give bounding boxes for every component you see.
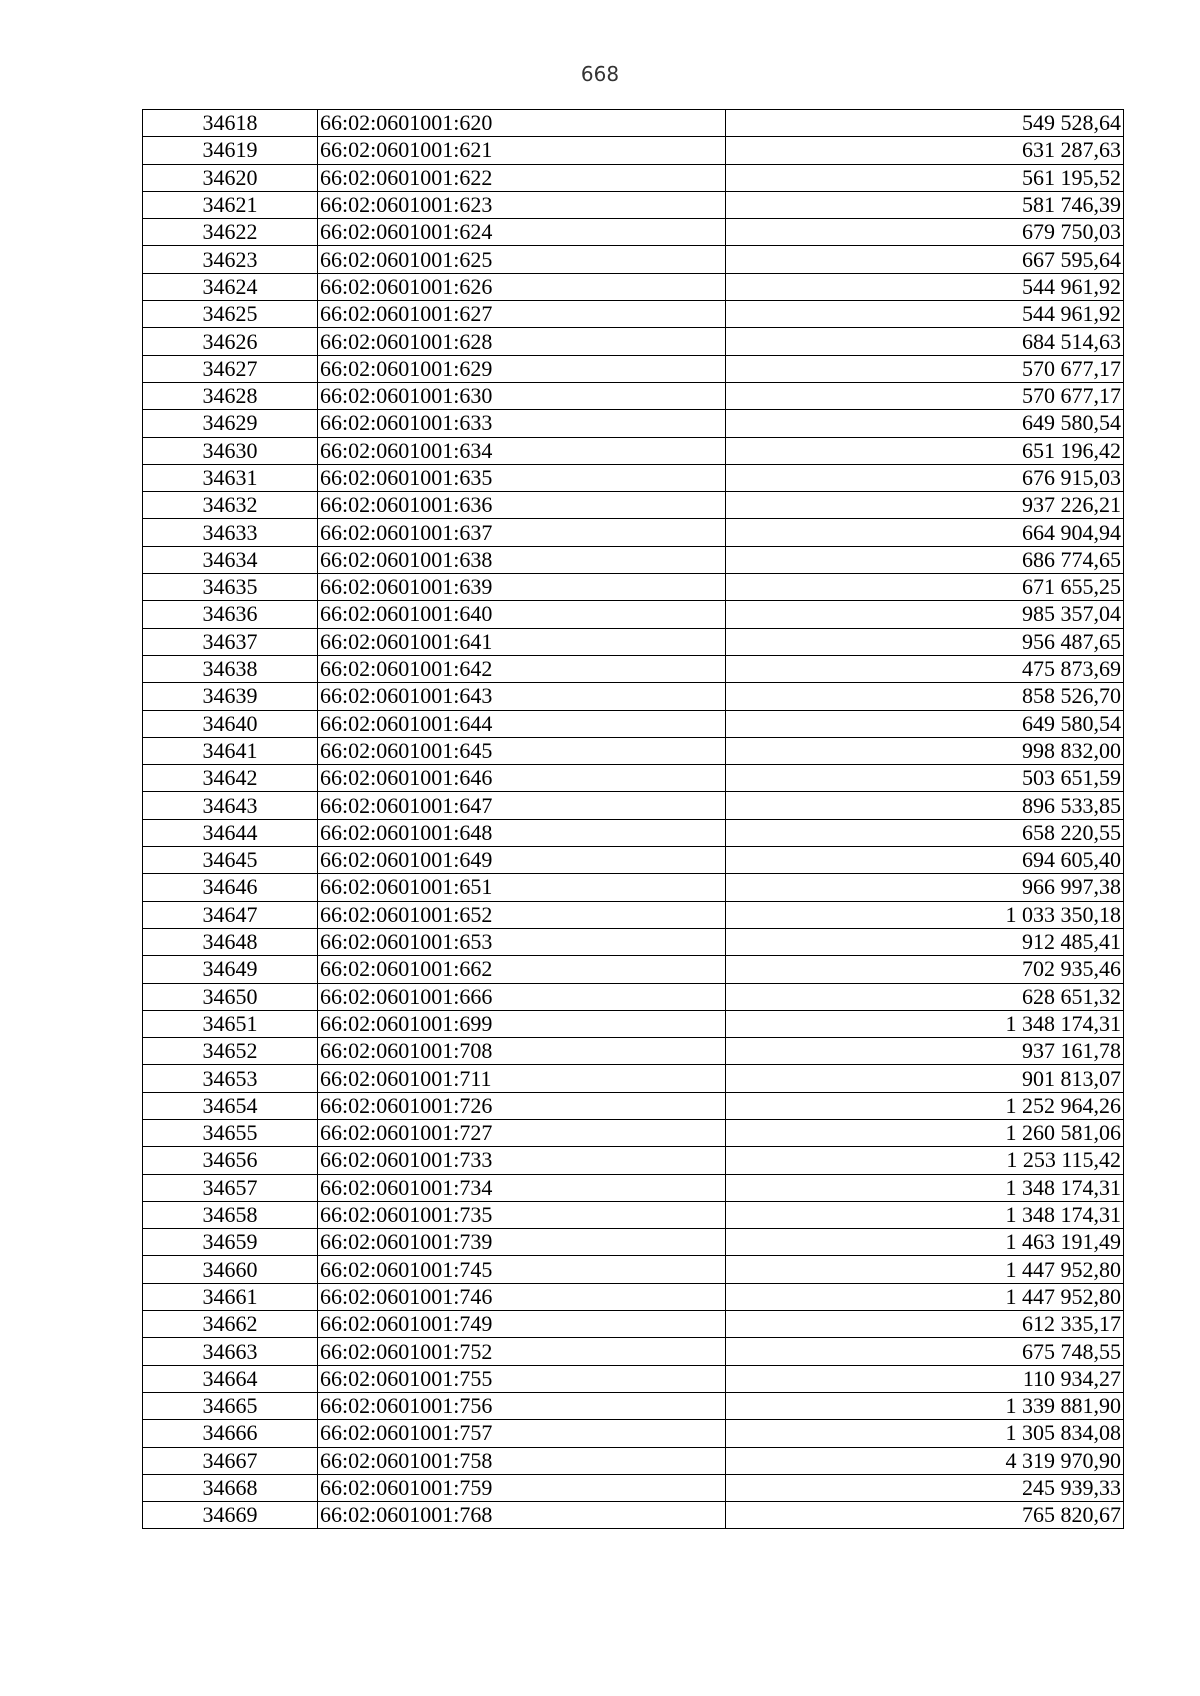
row-number-cell: 34643 (143, 792, 318, 819)
table-row (143, 737, 1124, 764)
table-row (143, 765, 1124, 792)
cadastral-number-cell: 66:02:0601001:645 (318, 737, 726, 764)
cadastral-value-cell: 985 357,04 (726, 601, 1124, 628)
cadastral-value-cell: 684 514,63 (726, 328, 1124, 355)
cadastral-value-cell: 679 750,03 (726, 219, 1124, 246)
row-number-cell: 34637 (143, 628, 318, 655)
table-row (143, 1038, 1124, 1065)
cadastral-number-cell: 66:02:0601001:620 (318, 110, 726, 137)
row-number-cell: 34619 (143, 137, 318, 164)
table-row (143, 1447, 1124, 1474)
cadastral-value-cell: 765 820,67 (726, 1502, 1124, 1529)
table-row (143, 464, 1124, 491)
cadastral-value-cell: 998 832,00 (726, 737, 1124, 764)
cadastral-value-cell: 649 580,54 (726, 710, 1124, 737)
cadastral-number-cell: 66:02:0601001:635 (318, 464, 726, 491)
cadastral-number-cell: 66:02:0601001:649 (318, 847, 726, 874)
row-number-cell: 34655 (143, 1119, 318, 1146)
row-number-cell: 34653 (143, 1065, 318, 1092)
cadastral-value-cell: 1 447 952,80 (726, 1256, 1124, 1283)
row-number-cell: 34651 (143, 1010, 318, 1037)
table-row (143, 928, 1124, 955)
cadastral-value-cell: 245 939,33 (726, 1474, 1124, 1501)
cadastral-value-cell: 686 774,65 (726, 546, 1124, 573)
table-row (143, 819, 1124, 846)
cadastral-number-cell: 66:02:0601001:640 (318, 601, 726, 628)
cadastral-value-cell: 1 463 191,49 (726, 1229, 1124, 1256)
table-row (143, 574, 1124, 601)
cadastral-number-cell: 66:02:0601001:641 (318, 628, 726, 655)
table-row (143, 1311, 1124, 1338)
cadastral-number-cell: 66:02:0601001:628 (318, 328, 726, 355)
row-number-cell: 34628 (143, 382, 318, 409)
row-number-cell: 34638 (143, 655, 318, 682)
cadastral-number-cell: 66:02:0601001:633 (318, 410, 726, 437)
row-number-cell: 34654 (143, 1092, 318, 1119)
cadastral-number-cell: 66:02:0601001:768 (318, 1502, 726, 1529)
cadastral-number-cell: 66:02:0601001:621 (318, 137, 726, 164)
row-number-cell: 34667 (143, 1447, 318, 1474)
cadastral-number-cell: 66:02:0601001:634 (318, 437, 726, 464)
cadastral-number-cell: 66:02:0601001:629 (318, 355, 726, 382)
cadastral-value-cell: 581 746,39 (726, 191, 1124, 218)
table-body (143, 110, 1124, 1529)
cadastral-value-cell: 570 677,17 (726, 355, 1124, 382)
row-number-cell: 34631 (143, 464, 318, 491)
row-number-cell: 34618 (143, 110, 318, 137)
cadastral-value-cell: 544 961,92 (726, 273, 1124, 300)
cadastral-number-cell: 66:02:0601001:639 (318, 574, 726, 601)
cadastral-number-cell: 66:02:0601001:643 (318, 683, 726, 710)
cadastral-value-cell: 1 305 834,08 (726, 1420, 1124, 1447)
cadastral-number-cell: 66:02:0601001:623 (318, 191, 726, 218)
cadastral-number-cell: 66:02:0601001:624 (318, 219, 726, 246)
cadastral-number-cell: 66:02:0601001:759 (318, 1474, 726, 1501)
cadastral-value-cell: 1 033 350,18 (726, 901, 1124, 928)
row-number-cell: 34625 (143, 301, 318, 328)
cadastral-number-cell: 66:02:0601001:638 (318, 546, 726, 573)
cadastral-number-cell: 66:02:0601001:746 (318, 1283, 726, 1310)
cadastral-number-cell: 66:02:0601001:752 (318, 1338, 726, 1365)
row-number-cell: 34662 (143, 1311, 318, 1338)
row-number-cell: 34634 (143, 546, 318, 573)
cadastral-value-cell: 1 348 174,31 (726, 1174, 1124, 1201)
table-row (143, 110, 1124, 137)
table-row (143, 628, 1124, 655)
table-row (143, 683, 1124, 710)
cadastral-number-cell: 66:02:0601001:708 (318, 1038, 726, 1065)
cadastral-number-cell: 66:02:0601001:642 (318, 655, 726, 682)
cadastral-value-cell: 702 935,46 (726, 956, 1124, 983)
table-row (143, 382, 1124, 409)
row-number-cell: 34650 (143, 983, 318, 1010)
cadastral-value-cell: 667 595,64 (726, 246, 1124, 273)
table-row (143, 546, 1124, 573)
row-number-cell: 34664 (143, 1365, 318, 1392)
row-number-cell: 34626 (143, 328, 318, 355)
table-row (143, 301, 1124, 328)
row-number-cell: 34648 (143, 928, 318, 955)
cadastral-number-cell: 66:02:0601001:630 (318, 382, 726, 409)
row-number-cell: 34658 (143, 1201, 318, 1228)
row-number-cell: 34660 (143, 1256, 318, 1283)
table-row (143, 1229, 1124, 1256)
cadastral-number-cell: 66:02:0601001:637 (318, 519, 726, 546)
cadastral-value-cell: 901 813,07 (726, 1065, 1124, 1092)
row-number-cell: 34669 (143, 1502, 318, 1529)
cadastral-number-cell: 66:02:0601001:636 (318, 492, 726, 519)
row-number-cell: 34665 (143, 1392, 318, 1419)
table-row (143, 219, 1124, 246)
table-row (143, 1474, 1124, 1501)
table-row (143, 1174, 1124, 1201)
cadastral-number-cell: 66:02:0601001:711 (318, 1065, 726, 1092)
table-row (143, 956, 1124, 983)
cadastral-value-cell: 549 528,64 (726, 110, 1124, 137)
table-row (143, 655, 1124, 682)
cadastral-value-cell: 1 252 964,26 (726, 1092, 1124, 1119)
table-row (143, 246, 1124, 273)
cadastral-number-cell: 66:02:0601001:735 (318, 1201, 726, 1228)
cadastral-value-cell: 612 335,17 (726, 1311, 1124, 1338)
cadastral-value-cell: 1 447 952,80 (726, 1283, 1124, 1310)
table-row (143, 1092, 1124, 1119)
table-row (143, 601, 1124, 628)
table-row (143, 191, 1124, 218)
row-number-cell: 34622 (143, 219, 318, 246)
table-row (143, 437, 1124, 464)
cadastral-value-cell: 503 651,59 (726, 765, 1124, 792)
cadastral-number-cell: 66:02:0601001:662 (318, 956, 726, 983)
table-row (143, 328, 1124, 355)
cadastral-number-cell: 66:02:0601001:757 (318, 1420, 726, 1447)
row-number-cell: 34652 (143, 1038, 318, 1065)
row-number-cell: 34645 (143, 847, 318, 874)
table-row (143, 1365, 1124, 1392)
cadastral-number-cell: 66:02:0601001:739 (318, 1229, 726, 1256)
cadastral-number-cell: 66:02:0601001:644 (318, 710, 726, 737)
cadastral-value-table (142, 109, 1124, 1529)
cadastral-number-cell: 66:02:0601001:755 (318, 1365, 726, 1392)
table-row (143, 519, 1124, 546)
row-number-cell: 34636 (143, 601, 318, 628)
page-number: 668 (580, 62, 620, 86)
cadastral-value-cell: 1 260 581,06 (726, 1119, 1124, 1146)
table-row (143, 1256, 1124, 1283)
row-number-cell: 34633 (143, 519, 318, 546)
cadastral-number-cell: 66:02:0601001:756 (318, 1392, 726, 1419)
cadastral-value-cell: 664 904,94 (726, 519, 1124, 546)
cadastral-value-cell: 570 677,17 (726, 382, 1124, 409)
cadastral-value-cell: 561 195,52 (726, 164, 1124, 191)
cadastral-value-cell: 475 873,69 (726, 655, 1124, 682)
row-number-cell: 34620 (143, 164, 318, 191)
row-number-cell: 34646 (143, 874, 318, 901)
table-row (143, 710, 1124, 737)
cadastral-value-cell: 1 348 174,31 (726, 1201, 1124, 1228)
row-number-cell: 34632 (143, 492, 318, 519)
cadastral-number-cell: 66:02:0601001:758 (318, 1447, 726, 1474)
row-number-cell: 34663 (143, 1338, 318, 1365)
cadastral-number-cell: 66:02:0601001:745 (318, 1256, 726, 1283)
cadastral-value-cell: 4 319 970,90 (726, 1447, 1124, 1474)
cadastral-number-cell: 66:02:0601001:625 (318, 246, 726, 273)
table-row (143, 410, 1124, 437)
cadastral-number-cell: 66:02:0601001:733 (318, 1147, 726, 1174)
cadastral-value-cell: 956 487,65 (726, 628, 1124, 655)
cadastral-value-cell: 937 226,21 (726, 492, 1124, 519)
row-number-cell: 34659 (143, 1229, 318, 1256)
cadastral-value-cell: 858 526,70 (726, 683, 1124, 710)
cadastral-value-cell: 966 997,38 (726, 874, 1124, 901)
table-row (143, 983, 1124, 1010)
cadastral-value-cell: 1 339 881,90 (726, 1392, 1124, 1419)
table-row (143, 1010, 1124, 1037)
cadastral-value-cell: 676 915,03 (726, 464, 1124, 491)
cadastral-number-cell: 66:02:0601001:726 (318, 1092, 726, 1119)
cadastral-number-cell: 66:02:0601001:734 (318, 1174, 726, 1201)
cadastral-value-cell: 110 934,27 (726, 1365, 1124, 1392)
cadastral-number-cell: 66:02:0601001:666 (318, 983, 726, 1010)
cadastral-number-cell: 66:02:0601001:648 (318, 819, 726, 846)
row-number-cell: 34661 (143, 1283, 318, 1310)
table-row (143, 847, 1124, 874)
table-row (143, 1338, 1124, 1365)
table-row (143, 901, 1124, 928)
cadastral-value-cell: 675 748,55 (726, 1338, 1124, 1365)
cadastral-number-cell: 66:02:0601001:626 (318, 273, 726, 300)
row-number-cell: 34666 (143, 1420, 318, 1447)
row-number-cell: 34627 (143, 355, 318, 382)
cadastral-value-cell: 649 580,54 (726, 410, 1124, 437)
cadastral-value-cell: 912 485,41 (726, 928, 1124, 955)
row-number-cell: 34621 (143, 191, 318, 218)
cadastral-value-cell: 651 196,42 (726, 437, 1124, 464)
cadastral-number-cell: 66:02:0601001:653 (318, 928, 726, 955)
row-number-cell: 34649 (143, 956, 318, 983)
row-number-cell: 34635 (143, 574, 318, 601)
table-row (143, 273, 1124, 300)
cadastral-value-cell: 1 253 115,42 (726, 1147, 1124, 1174)
cadastral-number-cell: 66:02:0601001:647 (318, 792, 726, 819)
row-number-cell: 34624 (143, 273, 318, 300)
cadastral-number-cell: 66:02:0601001:727 (318, 1119, 726, 1146)
cadastral-number-cell: 66:02:0601001:652 (318, 901, 726, 928)
cadastral-number-cell: 66:02:0601001:651 (318, 874, 726, 901)
cadastral-value-cell: 658 220,55 (726, 819, 1124, 846)
table-row (143, 1420, 1124, 1447)
row-number-cell: 34630 (143, 437, 318, 464)
row-number-cell: 34639 (143, 683, 318, 710)
table-row (143, 1392, 1124, 1419)
table-row (143, 874, 1124, 901)
cadastral-number-cell: 66:02:0601001:749 (318, 1311, 726, 1338)
row-number-cell: 34647 (143, 901, 318, 928)
table-row (143, 164, 1124, 191)
cadastral-value-cell: 628 651,32 (726, 983, 1124, 1010)
table-row (143, 137, 1124, 164)
cadastral-value-cell: 671 655,25 (726, 574, 1124, 601)
cadastral-value-cell: 694 605,40 (726, 847, 1124, 874)
table-row (143, 1201, 1124, 1228)
row-number-cell: 34668 (143, 1474, 318, 1501)
cadastral-number-cell: 66:02:0601001:646 (318, 765, 726, 792)
cadastral-number-cell: 66:02:0601001:627 (318, 301, 726, 328)
row-number-cell: 34641 (143, 737, 318, 764)
row-number-cell: 34656 (143, 1147, 318, 1174)
cadastral-value-cell: 544 961,92 (726, 301, 1124, 328)
table-row (143, 1147, 1124, 1174)
table-row (143, 1502, 1124, 1529)
cadastral-value-cell: 1 348 174,31 (726, 1010, 1124, 1037)
cadastral-number-cell: 66:02:0601001:622 (318, 164, 726, 191)
cadastral-value-cell: 937 161,78 (726, 1038, 1124, 1065)
row-number-cell: 34642 (143, 765, 318, 792)
cadastral-number-cell: 66:02:0601001:699 (318, 1010, 726, 1037)
table-row (143, 792, 1124, 819)
table-row (143, 492, 1124, 519)
table-row (143, 355, 1124, 382)
row-number-cell: 34644 (143, 819, 318, 846)
table-row (143, 1119, 1124, 1146)
table-row (143, 1283, 1124, 1310)
row-number-cell: 34657 (143, 1174, 318, 1201)
table-row (143, 1065, 1124, 1092)
cadastral-value-cell: 896 533,85 (726, 792, 1124, 819)
row-number-cell: 34623 (143, 246, 318, 273)
cadastral-value-cell: 631 287,63 (726, 137, 1124, 164)
row-number-cell: 34640 (143, 710, 318, 737)
row-number-cell: 34629 (143, 410, 318, 437)
